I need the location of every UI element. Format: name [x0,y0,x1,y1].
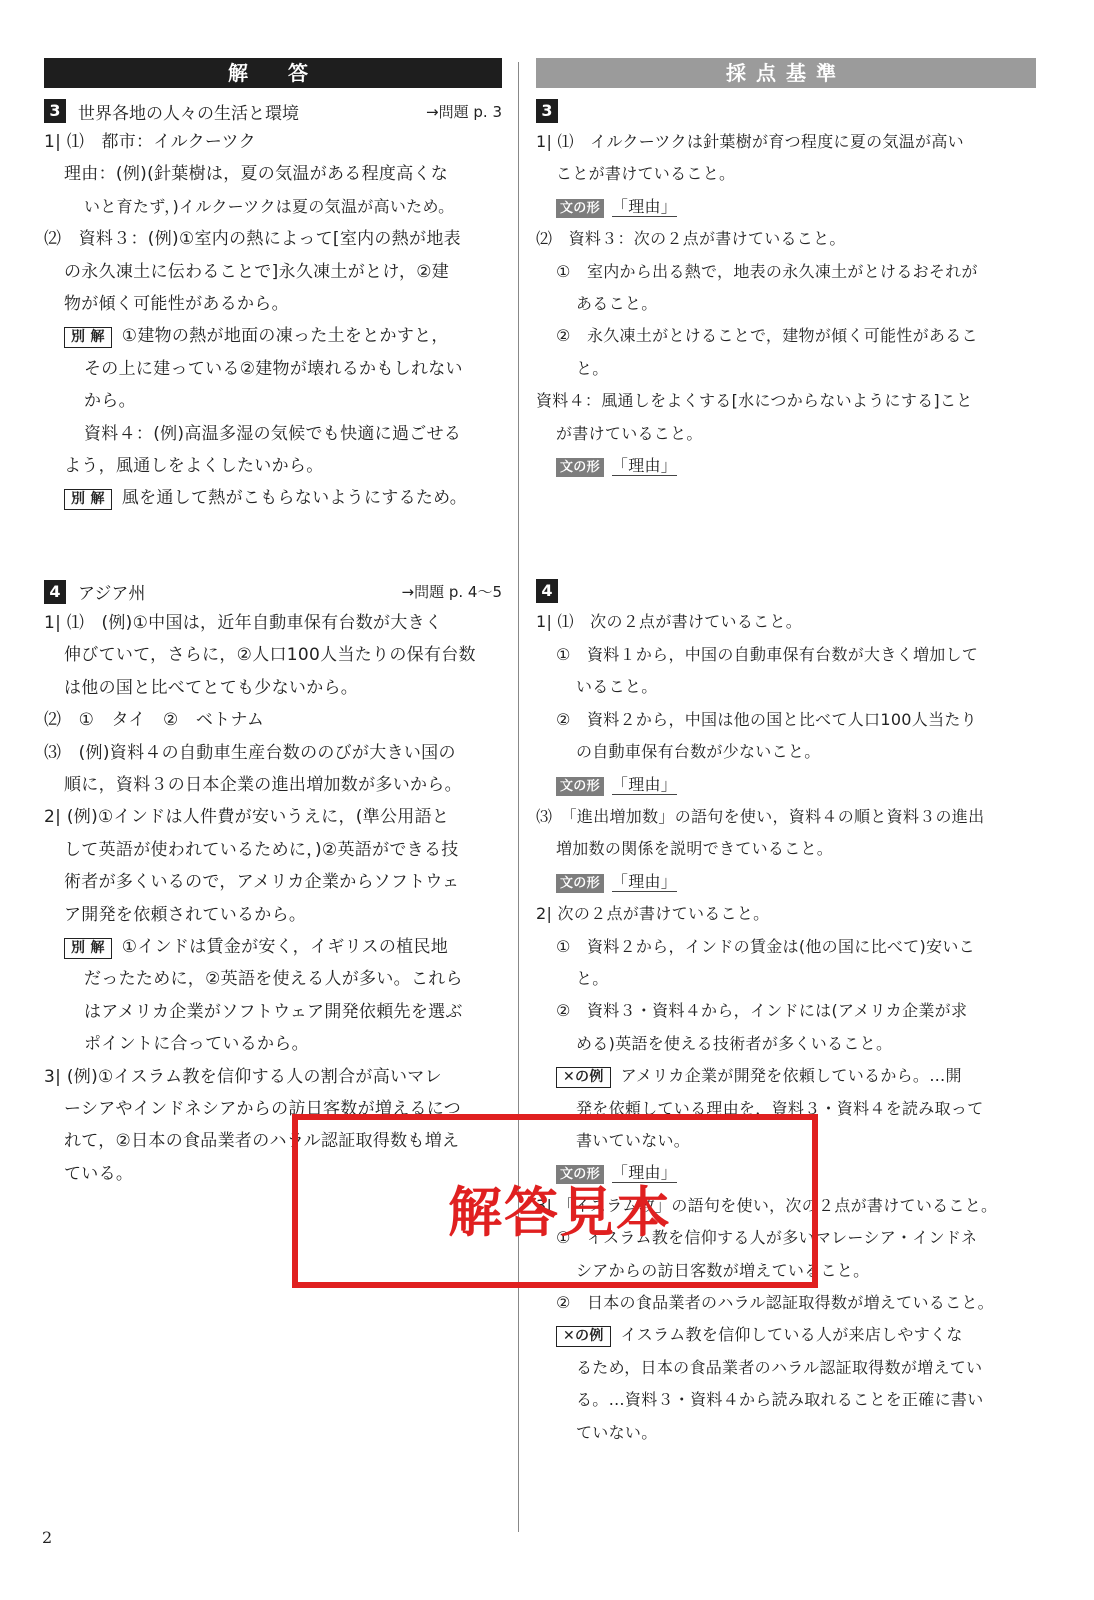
answer-line: ア開発を依頼されているから。 [64,904,307,925]
answer-line: よう，風通しをよくしたいから。 [64,456,324,477]
criteria-line: ② 資料３・資料４から，インドには(アメリカ企業が求 [556,1001,968,1021]
criteria-line [536,769,1036,801]
alt-answer-text: ①インドは賃金が安く，イギリスの植民地 [121,936,449,957]
alt-answer-line [44,931,502,963]
criteria-line [536,866,1036,898]
criteria-text: イスラム教を信仰している人が来店しやすくな [620,1325,963,1345]
criteria-line: ⑶ 「進出増加数」の語句を使い，資料４の順と資料３の進出 [536,806,985,826]
answer-line: はアメリカ企業がソフトウェア開発依頼先を選ぶ [84,1001,463,1022]
sample-answer-stamp [292,1114,818,1288]
answer-line: から。 [84,391,136,412]
answer-line: ⑵ 資料３：(例)①室内の熱によって[室内の熱が地表 [44,229,461,250]
alt-answer-text: ①建物の熱が地面の凍った土をとかすと， [121,326,449,347]
criteria-line: と。 [576,358,609,378]
answer-line: ⑶ (例)資料４の自動車生産台数ののびが大きい国の [44,742,456,763]
answer-line: いと育たず，)イルクーツクは夏の気温が高いため。 [84,196,455,216]
criteria-line: 1| ⑴ 次の２点が書けていること。 [536,612,803,632]
answer-line: は他の国と比べてとても少ないから。 [64,677,359,698]
problem-ref: →問題 p. 4〜5 [401,583,502,602]
criteria-line: あること。 [576,294,658,314]
criteria-line: ② 日本の食品業者のハラル認証取得数が増えていること。 [556,1293,994,1312]
criteria-line: ② 資料２から，中国は他の国と比べて人口100人当たり [556,709,977,729]
scoring-header: 採点基準 [536,58,1036,88]
answer-line: ⑵ ① タイ ② ベトナム [44,710,265,731]
criteria-line: 資料４：風通しをよくする[水につからないようにする]こと [536,391,973,411]
criteria-text: 「理由」 [611,196,678,216]
answer-line: 1| ⑴ 都市：イルクーツク [44,132,256,152]
sentence-form-tag: 文の形 [556,458,604,477]
section-number: 3 [536,99,558,123]
criteria-line: が書けていること。 [556,423,703,443]
answer-column [44,58,502,1190]
answer-line: 1| ⑴ (例)①中国は，近年自動車保有台数が大きく [44,612,443,633]
sentence-form-tag: 文の形 [556,777,604,796]
answer-line: その上に建っている②建物が壊れるかもしれない [84,358,463,379]
criteria-text: 「理由」 [611,456,678,476]
alt-answer-tag: 別 解 [64,327,112,348]
criteria-line: ことが書けていること。 [556,164,736,184]
criteria-line: ⑵ 資料３：次の２点が書けていること。 [536,229,846,249]
criteria-line [536,191,1036,223]
section-4-header [44,577,502,607]
answer-line: して英語が使われているために，)②英語ができる技 [64,839,459,860]
page-number: 2 [42,1528,53,1547]
sentence-form-tag: 文の形 [556,199,604,218]
answer-line: 順に，資料３の日本企業の進出増加数が多いから。 [64,774,462,795]
criteria-line: 3| 「イスラム教」の語句を使い，次の２点が書けていること。 [536,1195,998,1215]
criteria-line: ① 室内から出る熱で，地表の永久凍土がとけるおそれが [556,261,978,281]
criteria-line [536,450,1036,482]
criteria-line: る。…資料３・資料４から読み取れることを正確に書い [576,1390,984,1410]
answer-line: の永久凍土に伝わることで]永久凍土がとけ，②建 [64,261,450,282]
sentence-form-tag: 文の形 [556,874,604,893]
sentence-form-tag: 文の形 [556,1165,604,1184]
answer-line: 伸びていて，さらに，②人口100人当たりの保有台数 [64,645,476,666]
section-3-header [536,96,1036,126]
answer-line: 3| (例)①イスラム教を信仰する人の割合が高いマレ [44,1066,442,1087]
section-4-header [536,576,1036,606]
section-number: 4 [536,579,558,603]
criteria-line: 1| ⑴ イルクーツクは針葉樹が育つ程度に夏の気温が高い [536,132,964,151]
criteria-line: シアからの訪日客数が増えていること。 [576,1260,870,1280]
section-3-header [44,96,502,126]
criteria-line: 発を依頼している理由を，資料３・資料４を読み取って [576,1098,984,1118]
answer-header: 解 答 [44,58,502,88]
criteria-line: 書いていない。 [576,1130,691,1150]
criteria-line: るため，日本の食品業者のハラル認証取得数が増えてい [576,1357,983,1377]
alt-answer-tag: 別 解 [64,938,112,959]
wrong-example-tag: ✕の例 [556,1067,611,1088]
answer-line: 術者が多くいるので，アメリカ企業からソフトウェ [64,872,460,893]
criteria-line: と。 [576,968,609,988]
section-title: 世界各地の人々の生活と環境 [78,103,299,124]
answer-line: 理由：(例)(針葉樹は，夏の気温がある程度高くな [64,164,449,185]
criteria-text: 「理由」 [611,871,678,891]
criteria-text: 「理由」 [611,774,678,794]
wrong-example-tag: ✕の例 [556,1326,611,1347]
criteria-text: 「理由」 [611,1163,678,1183]
criteria-line: ② 永久凍土がとけることで，建物が傾く可能性があるこ [556,326,978,346]
criteria-line: 増加数の関係を説明できていること。 [556,839,834,859]
answer-line: だったために，②英語を使える人が多い。これら [84,969,463,990]
criteria-text: アメリカ企業が開発を依頼しているから。…開 [620,1066,962,1086]
alt-answer-tag: 別 解 [64,489,112,510]
criteria-line: ① 資料１から，中国の自動車保有台数が大きく増加して [556,644,979,664]
criteria-line: める)英語を使える技術者が多くいること。 [576,1033,893,1053]
criteria-line: 2| 次の２点が書けていること。 [536,904,770,924]
wrong-example-line [536,1060,1036,1092]
stamp-text: 解答見本 [448,1181,672,1244]
alt-answer-line [44,482,502,514]
answer-line: 資料４：(例)高温多湿の気候でも快適に過ごせる [84,423,462,444]
answer-line: 物が傾く可能性があるから。 [64,294,289,315]
criteria-line: ていない。 [576,1422,658,1442]
section-number: 4 [44,580,66,604]
answer-line: 2| (例)①インドは人件費が安いうえに，(準公用語と [44,807,450,828]
answer-line: れて，②日本の食品業者のハラル認証取得数も増え [64,1131,460,1152]
wrong-example-line [536,1319,1036,1351]
answer-line: ポイントに合っているから。 [84,1034,309,1055]
section-number: 3 [44,99,66,123]
section-title: アジア州 [78,584,146,605]
column-divider [518,62,519,1532]
criteria-line: ① イスラム教を信仰する人が多いマレーシア・インドネ [556,1228,978,1248]
criteria-line: ① 資料２から，インドの賃金は(他の国に比べて)安いこ [556,936,975,956]
answer-line: ーシアやインドネシアからの訪日客数が増えるにつ [64,1098,462,1119]
problem-ref: →問題 p. 3 [426,102,502,121]
criteria-line: の自動車保有台数が少ないこと。 [576,742,821,762]
alt-answer-line [44,320,502,352]
alt-answer-text: 風を通して熱がこもらないようにするため。 [121,488,468,509]
criteria-line: いること。 [576,677,658,697]
answer-line: ている。 [64,1163,134,1184]
